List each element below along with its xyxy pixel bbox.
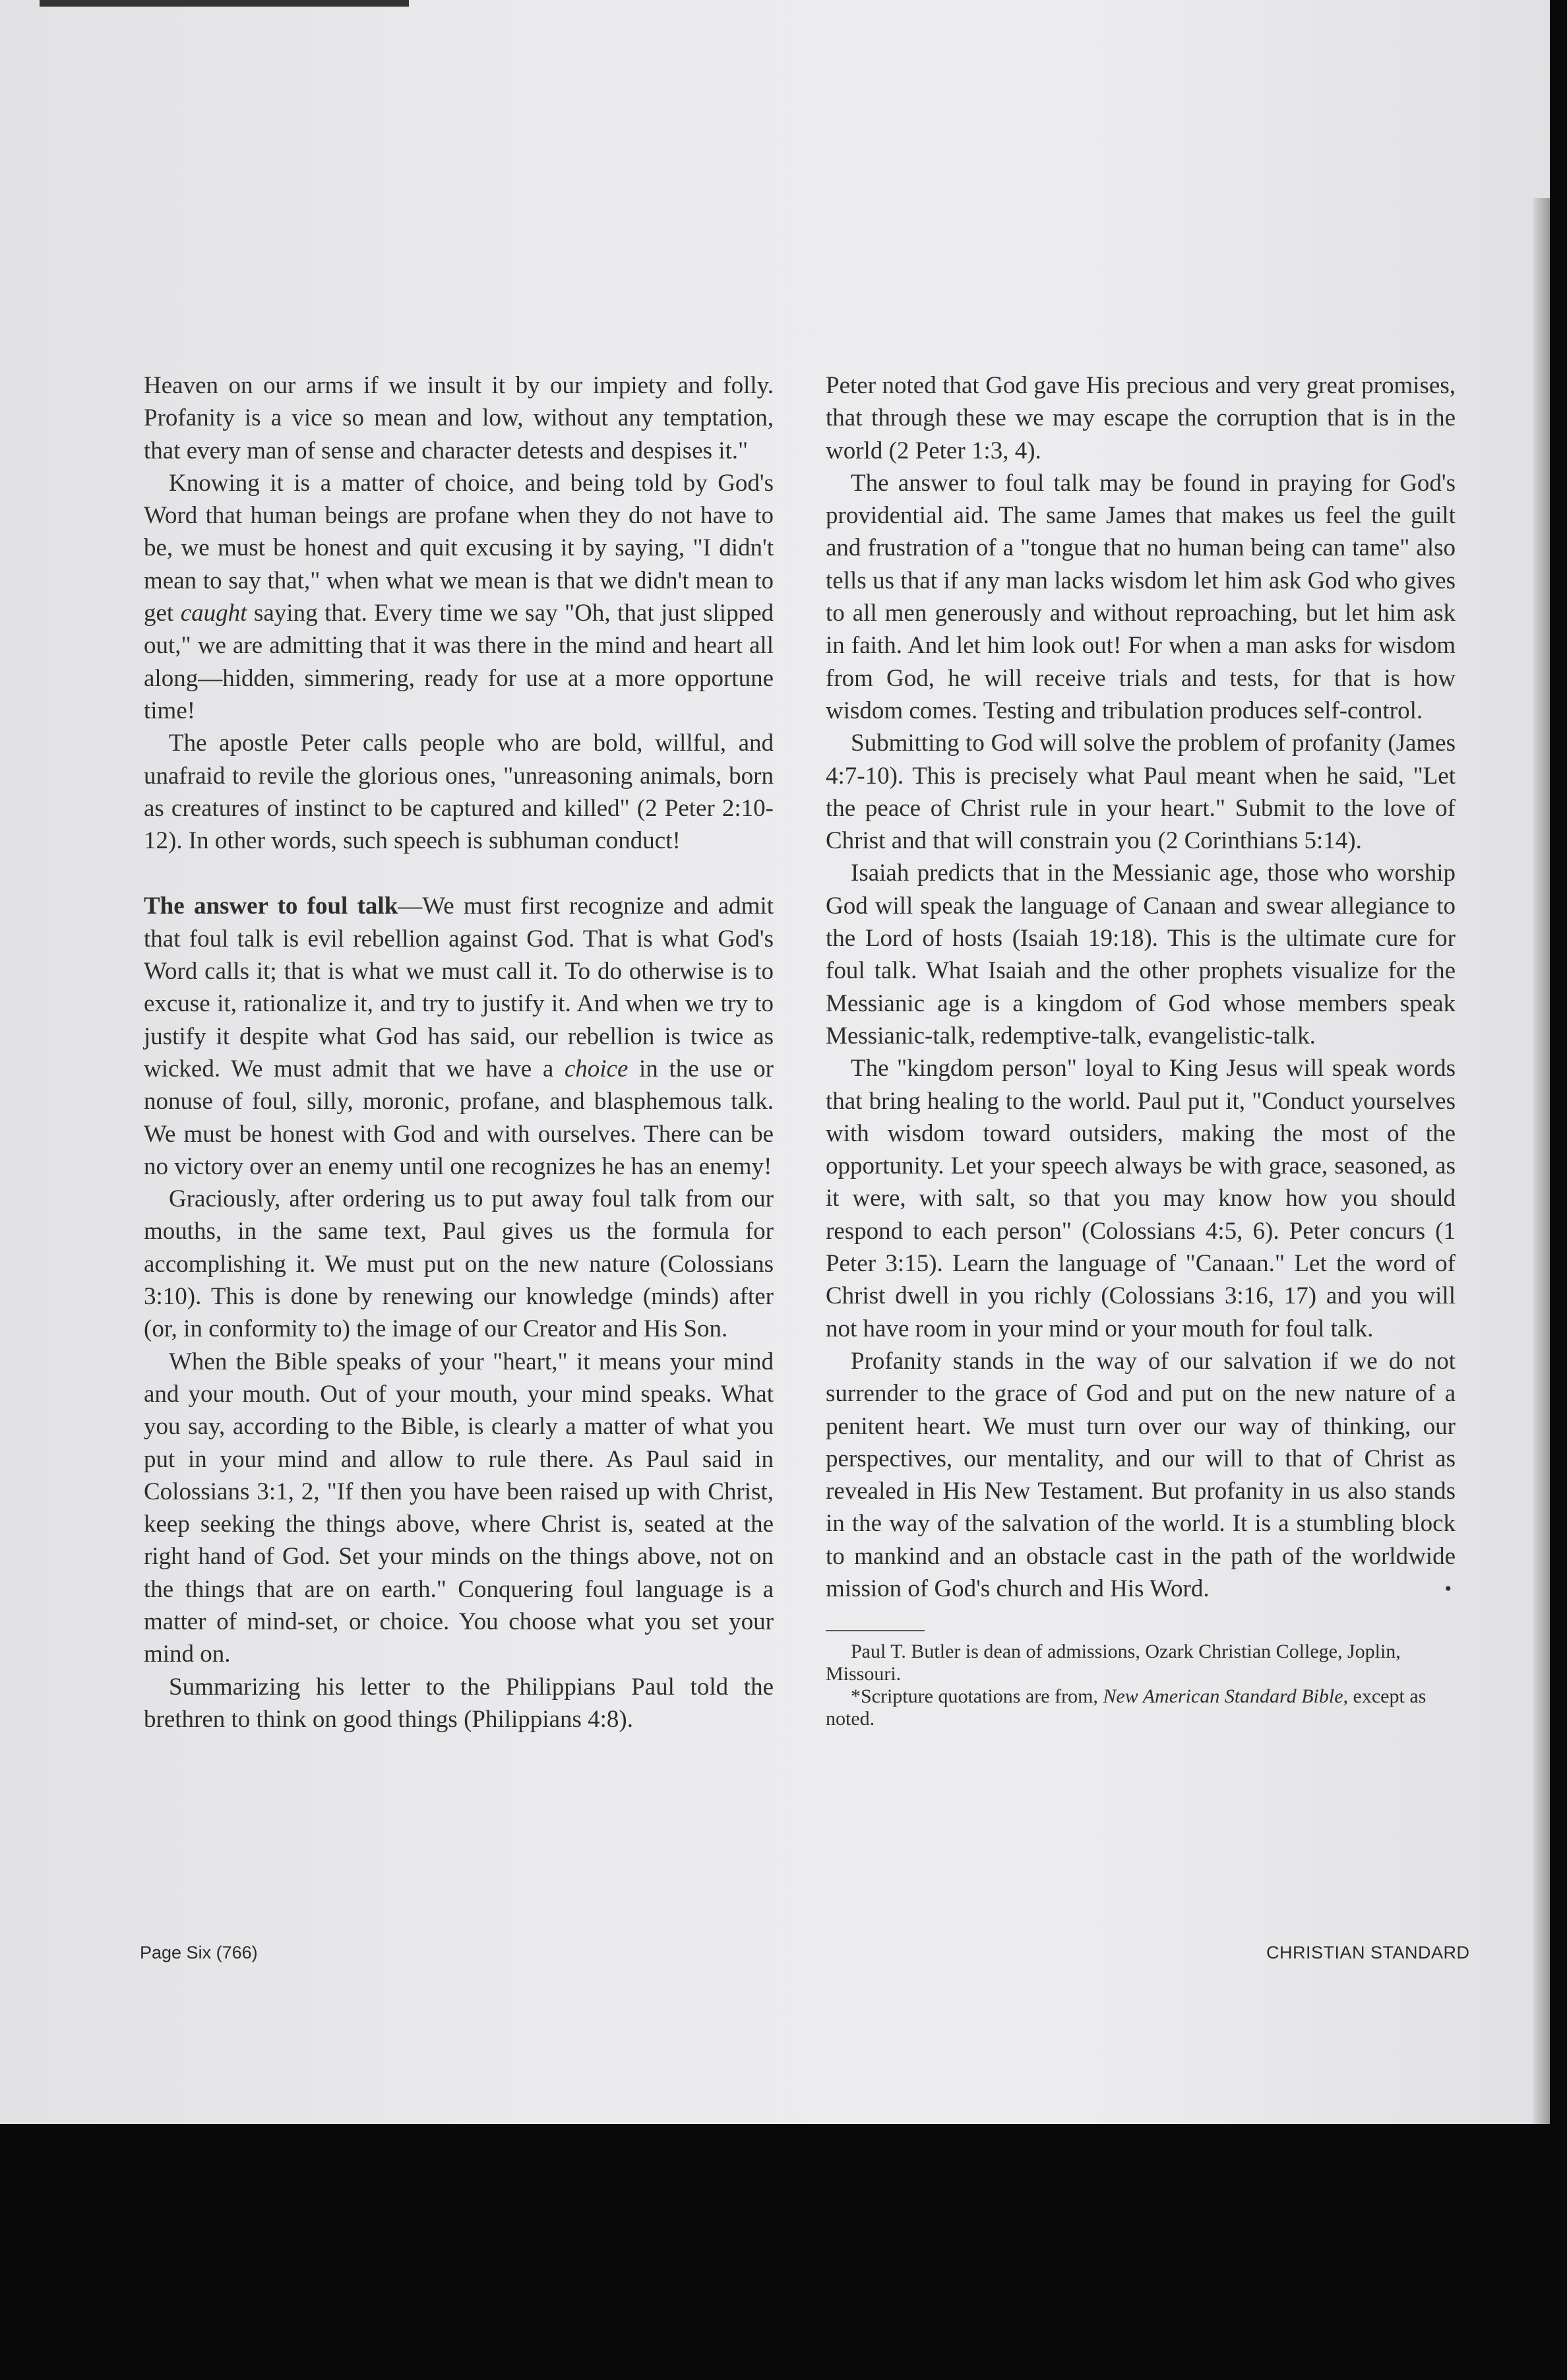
paragraph: Profanity stands in the way of our salvation if we do not surrender to the grace of God and put on the new nature of a penitent heart. We must turn over our way of thinking, our perspectives, our mentality, and our will to that of Christ as revealed in His New Testament. But profanity in us also stands in the way of the salvation of the world. It is a stumbling block to mankind and an obstacle cast in the path of the worldwide mission of God's church and His Word. • bbox=[826, 1345, 1456, 1605]
scripture-note: *Scripture quotations are from, New American Standard Bible, except as noted. bbox=[826, 1685, 1427, 1730]
paragraph: Summarizing his letter to the Philippians Paul told the brethren to think on good things (Philippians 4:8). bbox=[144, 1673, 774, 1733]
section-paragraph: The answer to foul talk—We must first recognize and admit that foul talk is evil rebellion against God. That is what God's Word calls it; that is what we must call it. To do otherwise is to excuse it, rationalize it, and try to justify it. And when we try to justify it despite what God has said, our rebellion is twice as wicked. We must admit that we have a choice in the use or nonuse of foul, silly, moronic, profane, and blasphemous talk. We must be honest with God and with ourselves. There can be no victory over an enemy until one recognizes he has an enemy! bbox=[144, 892, 774, 1180]
paragraph: The apostle Peter calls people who are bold, willful, and unafraid to revile the glorious ones, "unreasoning animals, born as creatures of instinct to be captured and killed" (2 Peter 2:10-12). In other words, such speech is subhuman conduct! bbox=[144, 730, 774, 855]
paragraph: Peter noted that God gave His precious and very great promises, that through these we may escape the corruption that is in the world (2 Peter 1:3, 4). bbox=[826, 372, 1456, 464]
paragraph: Heaven on our arms if we insult it by our impiety and folly. Profanity is a vice so mean and low, without any temptation, that every man of sense and character detests and despises it." bbox=[144, 372, 774, 464]
publication-name: CHRISTIAN STANDARD bbox=[1266, 1943, 1470, 1962]
page-edge-shadow bbox=[1533, 198, 1550, 2124]
section-heading: The answer to foul talk bbox=[144, 892, 398, 920]
paragraph: Submitting to God will solve the problem of profanity (James 4:7-10). This is precisely what Paul meant when he said, "Let the peace of Christ rule in your heart." Submit to the love of Christ and that will constrain you (2 Corinthians 5:14). bbox=[826, 730, 1456, 855]
author-note: Paul T. Butler is dean of admissions, Ozark Christian College, Joplin, Missouri. bbox=[826, 1641, 1401, 1685]
paragraph: Graciously, after ordering us to put away foul talk from our mouths, in the same text, Paul gives us the formula for accomplishing it. We must put on the new nature (Colossians 3:10). This is done by renewing our knowledge (minds) after (or, in conformity to) the image of our Creator and His Son. bbox=[144, 1185, 774, 1343]
paragraph: Knowing it is a matter of choice, and being told by God's Word that human beings are profane when they do not have to be, we must be honest and quit excusing it by saying, "I didn't mean to say that," when what we mean is that we didn't mean to get caught saying that. Every time we say "Oh, that just slipped out," we are admitting that it was there in the mind and heart all along—hidden, simmering, ready for use at a more opportune time! bbox=[144, 469, 774, 724]
left-column bbox=[144, 369, 774, 1736]
page-number: Page Six (766) bbox=[140, 1943, 258, 1962]
top-edge-bar bbox=[40, 0, 409, 7]
paragraph: When the Bible speaks of your "heart," it means your mind and your mouth. Out of your mouth, your mind speaks. What you say, according to the Bible, is clearly a matter of what you put in your mind and allow to rule there. As Paul said in Colossians 3:1, 2, "If then you have been raised up with Christ, keep seeking the things above, where Christ is, seated at the right hand of God. Set your minds on the things above, not on the things that are on earth." Conquering foul language is a matter of mind-set, or choice. You choose what you set your mind on. bbox=[144, 1348, 774, 1668]
paragraph: The "kingdom person" loyal to King Jesus will speak words that bring healing to the world. Paul put it, "Conduct yourselves with wisdom toward outsiders, making the most of the opportunity. Let your speech always be with grace, seasoned, as it were, with salt, so that you may know how you should respond to each person" (Colossians 4:5, 6). Peter concurs (1 Peter 3:15). Learn the language of "Canaan." Let the word of Christ dwell in you richly (Colossians 3:16, 17) and you will not have room in your mind or your mouth for foul talk. bbox=[826, 1055, 1456, 1342]
footnote-rule bbox=[826, 1630, 925, 1631]
paragraph: The answer to foul talk may be found in praying for God's providential aid. The same James that makes us feel the guilt and frustration of a "tongue that no human being can tame" also tells us that if any man lacks wisdom let him ask God who gives to all men generously and without reproaching, but let him ask in faith. And let him look out! For when a man asks for wisdom from God, he will receive trials and tests, for that is how wisdom comes. Testing and tribulation produces self-control. bbox=[826, 469, 1456, 724]
paragraph: Isaiah predicts that in the Messianic age, those who worship God will speak the language of Canaan and swear allegiance to the Lord of hosts (Isaiah 19:18). This is the ultimate cure for foul talk. What Isaiah and the other prophets visualize for the Messianic age is a kingdom of God whose members speak Messianic-talk, redemptive-talk, evangelistic-talk. bbox=[826, 860, 1456, 1049]
right-column bbox=[826, 369, 1456, 1730]
end-mark: • bbox=[1444, 1577, 1452, 1600]
